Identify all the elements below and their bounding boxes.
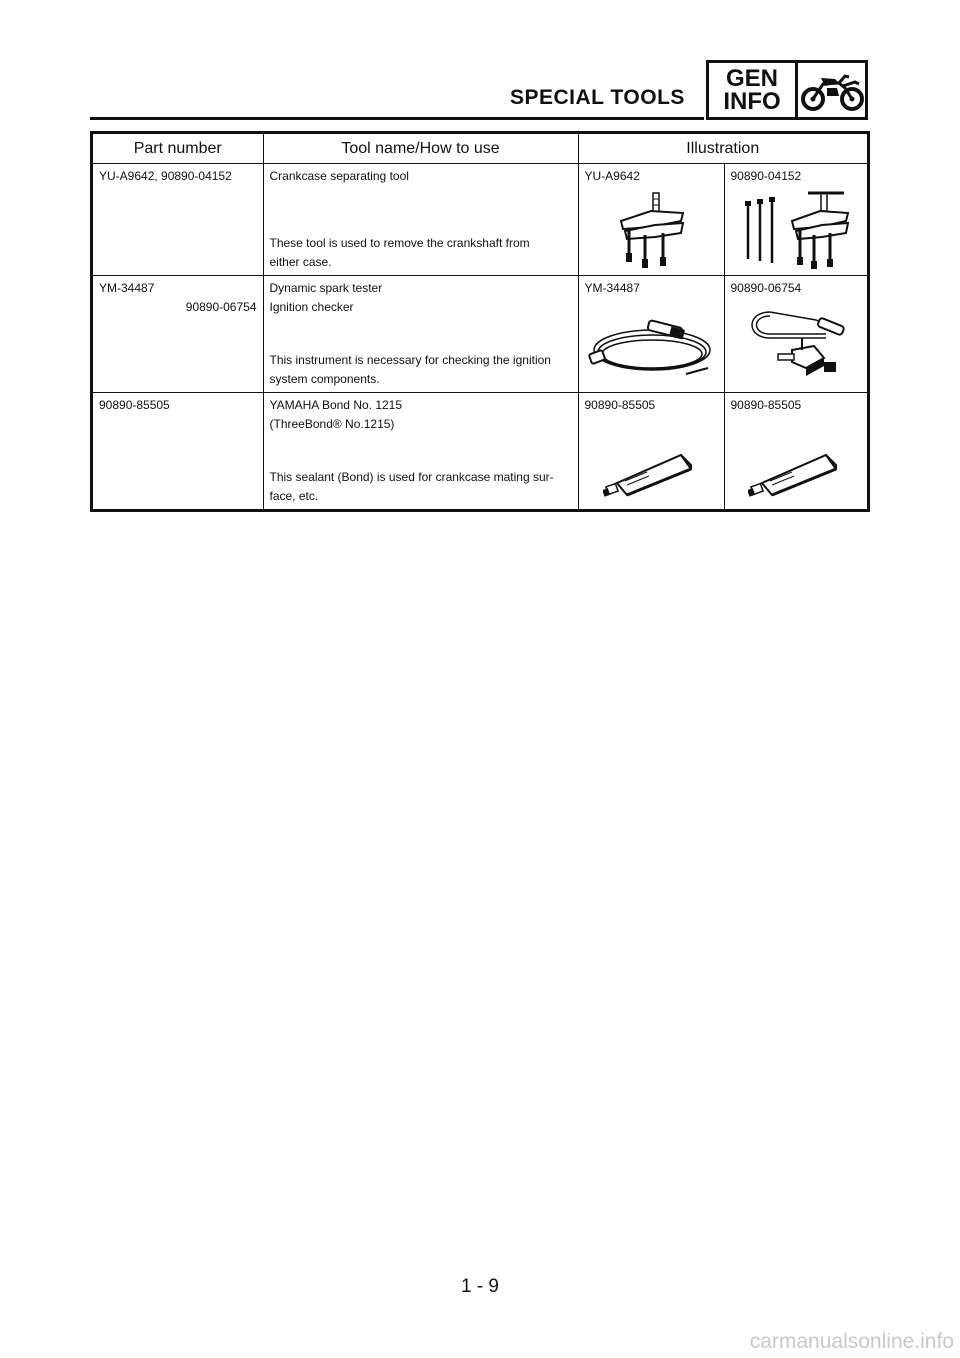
motorcycle-icon <box>798 63 865 117</box>
illustration-cell <box>724 393 867 509</box>
tool-name: Dynamic spark tester <box>269 281 383 296</box>
tool-name-alt: (ThreeBond® No.1215) <box>269 417 395 432</box>
badge-text <box>709 63 798 117</box>
table-row <box>93 276 867 393</box>
part-number: YU-A9642, 90890-04152 <box>99 169 232 183</box>
how-to-use-line-2: either case. <box>269 255 332 270</box>
illustration-label: YM-34487 <box>584 281 640 296</box>
column-header-illustration: Illustration <box>578 134 867 164</box>
part-number-alt: 90890-06754 <box>185 300 257 315</box>
table-header-row <box>93 134 867 164</box>
section-badge <box>706 60 868 120</box>
how-to-use-line-1: These tool is used to remove the crankshaft from <box>269 236 530 251</box>
spark-tester-cable-icon <box>586 310 716 386</box>
page-number: 1 - 9 <box>460 1276 500 1297</box>
tool-description-cell <box>263 276 578 393</box>
tool-description-cell <box>263 164 578 276</box>
how-to-use-line-1: This instrument is necessary for checking the ignition <box>269 353 551 368</box>
crankcase-separator-with-bolts-icon <box>736 189 856 269</box>
illustration-label: YU-A9642 <box>584 169 640 183</box>
badge-line-2: INFO <box>723 88 781 115</box>
tool-name: Crankcase separating tool <box>269 169 409 183</box>
part-number: YM-34487 <box>99 281 155 296</box>
table-row <box>93 164 867 276</box>
illustration-cell <box>724 164 867 276</box>
sealant-tube-icon <box>748 443 844 503</box>
watermark: carmanualsonline.info <box>749 1330 954 1353</box>
tool-name: YAMAHA Bond No. 1215 <box>269 398 403 413</box>
how-to-use-line-1: This sealant (Bond) is used for crankcase mating sur- <box>269 470 554 484</box>
part-number-cell <box>93 393 263 509</box>
page-title: SPECIAL TOOLS <box>510 86 685 109</box>
illustration-label: 90890-06754 <box>730 281 802 296</box>
column-header-tool-name: Tool name/How to use <box>263 134 578 164</box>
badge-line-1: GEN <box>725 65 778 92</box>
tool-name-alt: Ignition checker <box>269 300 354 315</box>
illustration-cell <box>724 276 867 393</box>
part-number-cell <box>93 276 263 393</box>
illustration-label: 90890-85505 <box>730 398 802 413</box>
ignition-checker-icon <box>740 304 852 386</box>
table-row <box>93 393 867 509</box>
how-to-use-line-2: face, etc. <box>269 489 319 503</box>
special-tools-table <box>90 131 870 512</box>
part-number-cell <box>93 164 263 276</box>
tool-description-cell <box>263 393 578 509</box>
column-header-part-number: Part number <box>93 134 263 164</box>
how-to-use-line-2: system components. <box>269 372 380 387</box>
illustration-cell <box>578 393 724 509</box>
illustration-label: 90890-04152 <box>730 169 802 183</box>
illustration-label: 90890-85505 <box>584 398 656 413</box>
header-rule <box>90 117 704 120</box>
illustration-cell <box>578 276 724 393</box>
sealant-tube-icon <box>603 443 699 503</box>
illustration-cell <box>578 164 724 276</box>
part-number: 90890-85505 <box>99 398 170 413</box>
crankcase-separator-icon <box>611 191 691 269</box>
